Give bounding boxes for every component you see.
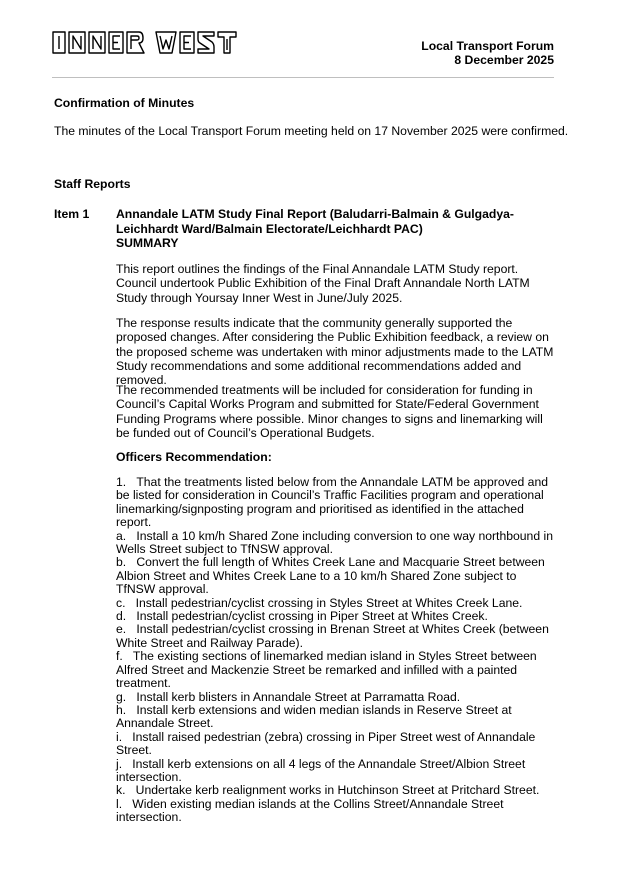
list-item: b. Convert the full length of Whites Creek Lane and Macquarie Street between Albion Street and Whites Creek Lane to a 10 km/h Shared Zone subject to TfNSW approval.: [116, 555, 545, 597]
list-item: l. Widen existing median islands at the Collins Street/Annandale Street intersection.: [116, 796, 504, 825]
page-header: [52, 30, 554, 70]
staff-reports-heading: Staff Reports: [54, 177, 131, 191]
summary-heading: SUMMARY: [116, 236, 179, 250]
officers-recommendation-heading: Officers Recommendation:: [116, 450, 272, 464]
summary-paragraph-1: This report outlines the findings of the Final Annandale LATM Study report. Council undertook Public Exhibition of the Final Draft Annandale North LATM Study through Yoursay Inner West in June/July 2025.: [116, 262, 530, 305]
header-divider: [52, 77, 554, 78]
forum-info: [421, 39, 554, 67]
summary-paragraph-3: The recommended treatments will be included for consideration for funding in Council’s Capital Works Program and submitted for State/Federal Government Funding Programs where possible. Minor changes to signs and linemarking will be funded out of Council’s Operational Budgets.: [116, 383, 543, 440]
item-title: [116, 207, 556, 251]
list-item: c. Install pedestrian/cyclist crossing in Styles Street at Whites Creek Lane.: [116, 595, 523, 610]
list-item: f. The existing sections of linemarked median island in Styles Street between Alfred Street and Mackenzie Street be remarked and infilled with a painted treatment.: [116, 649, 537, 691]
list-item: e. Install pedestrian/cyclist crossing in Brenan Street at Whites Creek (between White Street and Railway Parade).: [116, 622, 549, 650]
list-item: d. Install pedestrian/cyclist crossing in Piper Street at Whites Creek.: [116, 609, 488, 624]
item-number: Item 1: [54, 207, 90, 221]
list-item: a. Install a 10 km/h Shared Zone including conversion to one way northbound in Wells Street subject to TfNSW approval.: [116, 528, 553, 557]
summary-paragraph-2: The response results indicate that the community generally supported the proposed changes. After considering the Public Exhibition feedback, a review on the proposed scheme was undertaken with minor adjustments made to the LATM Study recommendations and some additional recommendations added and removed.: [116, 316, 554, 388]
list-item: k. Undertake kerb realignment works in Hutchinson Street at Pritchard Street.: [116, 783, 540, 798]
item-title-line-1: Annandale LATM Study Final Report (Baludarri-Balmain & Gulgadya-: [116, 207, 514, 221]
item-title-line-2: Leichhardt Ward/Balmain Electorate/Leichhardt PAC): [116, 221, 423, 236]
list-item: g. Install kerb blisters in Annandale Street at Parramatta Road.: [116, 689, 461, 704]
list-item: h. Install kerb extensions and widen median islands in Reserve Street at Annandale Street.: [116, 702, 512, 731]
list-item: j. Install kerb extensions on all 4 legs of the Annandale Street/Albion Street intersection.: [116, 756, 526, 784]
inner-west-logo: [52, 30, 252, 59]
minutes-heading: Confirmation of Minutes: [54, 96, 195, 110]
minutes-text: The minutes of the Local Transport Forum meeting held on 17 November 2025 were confirmed.: [54, 124, 569, 138]
list-item: 1. That the treatments listed below from the Annandale LATM be approved and be listed for consideration in Council’s Traffic Facilities program and operational linemarking/signposting program and prioritised as identified in the attached report.: [116, 475, 549, 530]
list-item: i. Install raised pedestrian (zebra) crossing in Piper Street west of Annandale Street.: [116, 729, 536, 758]
meeting-date: 8 December 2025: [454, 53, 554, 67]
forum-name: Local Transport Forum: [421, 39, 554, 53]
recommendations-list: [116, 476, 556, 825]
